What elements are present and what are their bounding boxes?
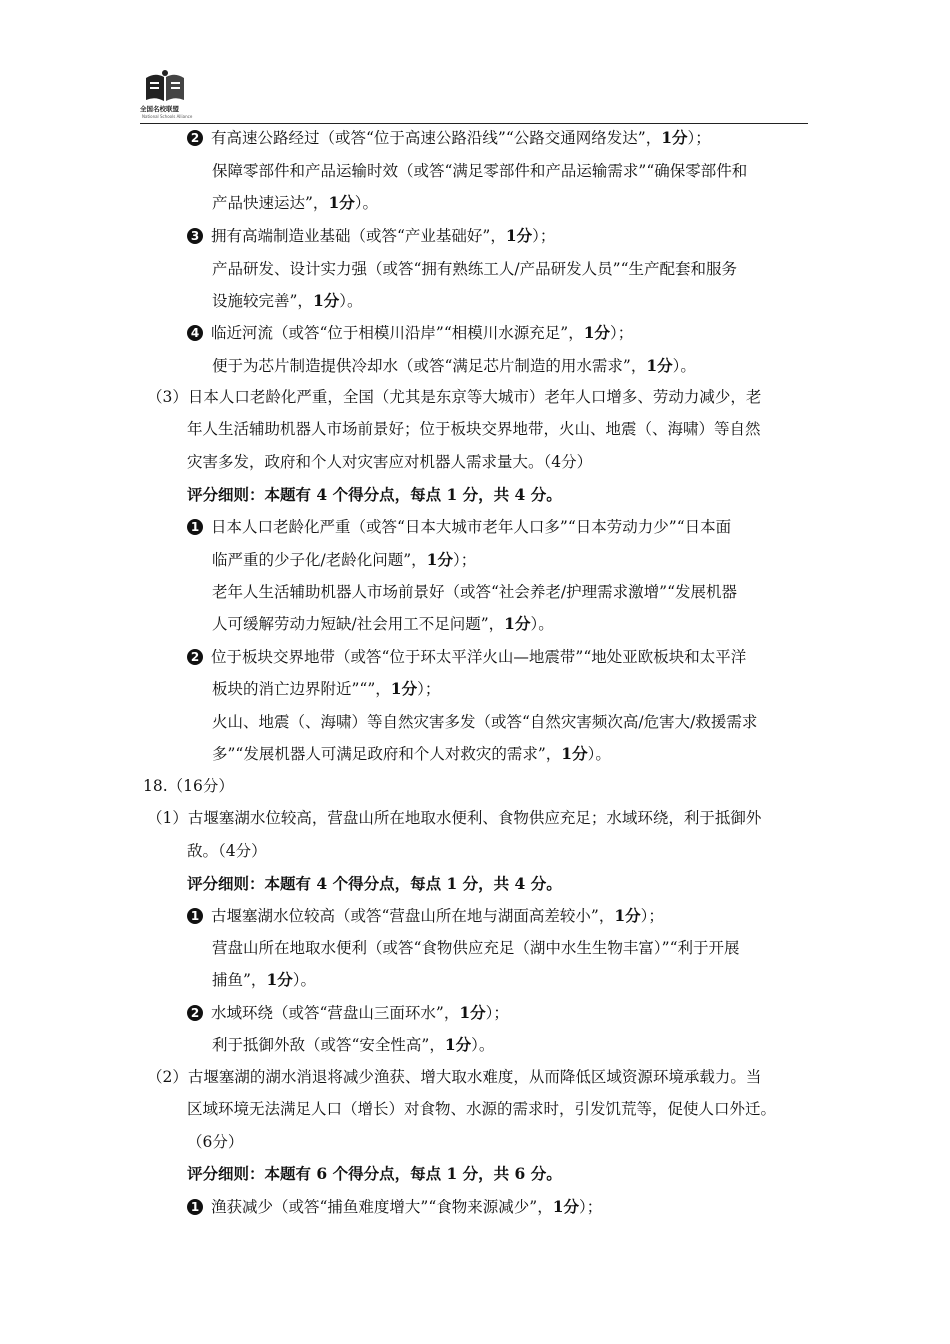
line-text: 人可缓解劳动力短缺/社会用工不足问题”，1分）。 [212, 614, 554, 633]
point-number-badge: 2 [187, 649, 203, 665]
text-line [187, 1098, 776, 1120]
numbered-point-line [187, 905, 664, 927]
line-text: 有高速公路经过（或答“位于高速公路沿线”“公路交通网络发达”，1分）； [211, 128, 711, 147]
scoring-rule-line [187, 1163, 562, 1185]
text-line [212, 258, 737, 280]
line-text: 产品研发、设计实力强（或答“拥有熟练工人/产品研发人员”“生产配套和服务 [212, 260, 737, 278]
line-text: 灾害多发，政府和个人对灾害应对机器人需求量大。（4分） [187, 453, 593, 471]
text-line [212, 937, 740, 959]
line-text: 便于为芯片制造提供冷却水（或答“满足芯片制造的用水需求”，1分）。 [212, 356, 696, 375]
line-text: 拥有高端制造业基础（或答“产业基础好”，1分）； [211, 226, 556, 245]
page-header [140, 68, 808, 124]
numbered-point-line [187, 322, 633, 344]
text-line [212, 549, 476, 571]
point-number-badge: 1 [187, 1199, 203, 1215]
numbered-point-line [187, 127, 711, 149]
text-line [187, 840, 267, 862]
line-text: 评分细则：本题有 6 个得分点，每点 1 分，共 6 分。 [187, 1164, 562, 1183]
numbered-point-line [187, 1196, 602, 1218]
numbered-point-line [187, 225, 555, 247]
line-text: 18.（16分） [143, 777, 234, 795]
line-text: 产品快速运达”，1分）。 [212, 193, 378, 212]
line-text: （2）古堰塞湖的湖水消退将减少渔获、增大取水难度，从而降低区域资源环境承载力。当 [147, 1068, 762, 1086]
line-text: 板块的消亡边界附近”“”，1分）； [212, 679, 441, 698]
line-text: 火山、地震（、海啸）等自然灾害多发（或答“自然灾害频次高/危害大/救援需求 [212, 713, 758, 731]
numbered-point-line [187, 1002, 509, 1024]
logo-english-text: National Schools Alliance [142, 114, 193, 119]
point-number-badge: 1 [187, 519, 203, 535]
text-line [212, 355, 696, 377]
line-text: 利于抵御外敌（或答“安全性高”，1分）。 [212, 1035, 495, 1054]
school-alliance-logo [140, 68, 193, 122]
text-line [147, 1066, 761, 1088]
text-line [147, 807, 761, 829]
header-rule [140, 123, 808, 124]
point-number-badge: 3 [187, 228, 203, 244]
line-text: 敌。（4分） [187, 842, 267, 860]
text-line [212, 613, 554, 635]
text-line [212, 290, 363, 312]
numbered-point-line [187, 646, 746, 668]
line-text: 水域环绕（或答“营盘山三面环水”，1分）； [211, 1003, 509, 1022]
point-number-badge: 2 [187, 1005, 203, 1021]
line-text: （6分） [187, 1133, 244, 1151]
text-line [212, 1034, 494, 1056]
line-text: 营盘山所在地取水便利（或答“食物供应充足（湖中水生生物丰富）”“利于开展 [212, 939, 740, 957]
line-text: 古堰塞湖水位较高（或答“营盘山所在地与湖面高差较小”，1分）； [211, 906, 664, 925]
line-text: 保障零部件和产品运输时效（或答“满足零部件和产品运输需求”“确保零部件和 [212, 162, 748, 180]
line-text: 评分细则：本题有 4 个得分点，每点 1 分，共 4 分。 [187, 874, 562, 893]
point-number-badge: 1 [187, 908, 203, 924]
text-line [212, 711, 757, 733]
text-line [212, 160, 747, 182]
line-text: 多”“发展机器人可满足政府和个人对救灾的需求”，1分）。 [212, 744, 611, 763]
line-text: 年人生活辅助机器人市场前景好；位于板块交界地带，火山、地震（、海啸）等自然 [187, 420, 761, 438]
text-line [212, 678, 440, 700]
line-text: 日本人口老龄化严重（或答“日本大城市老年人口多”“日本劳动力少”“日本面 [211, 518, 732, 536]
text-line [143, 775, 234, 797]
text-line [187, 418, 761, 440]
point-number-badge: 2 [187, 130, 203, 146]
logo-chinese-text: 全国名校联盟 [140, 105, 179, 113]
line-text: （1）古堰塞湖水位较高，营盘山所在地取水便利、食物供应充足；水域环绕，利于抵御外 [147, 809, 762, 827]
line-text: （3）日本人口老龄化严重，全国（尤其是东京等大城市）老年人口增多、劳动力减少，老 [147, 388, 762, 406]
text-line [212, 743, 611, 765]
line-text: 渔获减少（或答“捕鱼难度增大”“食物来源减少”，1分）； [211, 1197, 603, 1216]
point-number-badge: 4 [187, 325, 203, 341]
line-text: 老年人生活辅助机器人市场前景好（或答“社会养老/护理需求激增”“发展机器 [212, 583, 737, 601]
line-text: 设施较完善”，1分）。 [212, 291, 363, 310]
scoring-rule-line [187, 873, 562, 895]
text-line [187, 451, 592, 473]
book-logo-icon [144, 68, 186, 102]
text-line [212, 581, 737, 603]
line-text: 临近河流（或答“位于相模川沿岸”“相模川水源充足”，1分）； [211, 323, 634, 342]
line-text: 临严重的少子化/老龄化问题”，1分）； [212, 550, 477, 569]
line-text: 捕鱼”，1分）。 [212, 970, 316, 989]
text-line [147, 386, 761, 408]
line-text: 位于板块交界地带（或答“位于环太平洋火山—地震带”“地处亚欧板块和太平洋 [211, 648, 747, 666]
line-text: 评分细则：本题有 4 个得分点，每点 1 分，共 4 分。 [187, 485, 562, 504]
text-line [212, 969, 316, 991]
scoring-rule-line [187, 484, 562, 506]
line-text: 区域环境无法满足人口（增长）对食物、水源的需求时，引发饥荒等，促使人口外迁。 [187, 1100, 777, 1118]
text-line [187, 1131, 243, 1153]
text-line [212, 192, 378, 214]
numbered-point-line [187, 516, 731, 538]
